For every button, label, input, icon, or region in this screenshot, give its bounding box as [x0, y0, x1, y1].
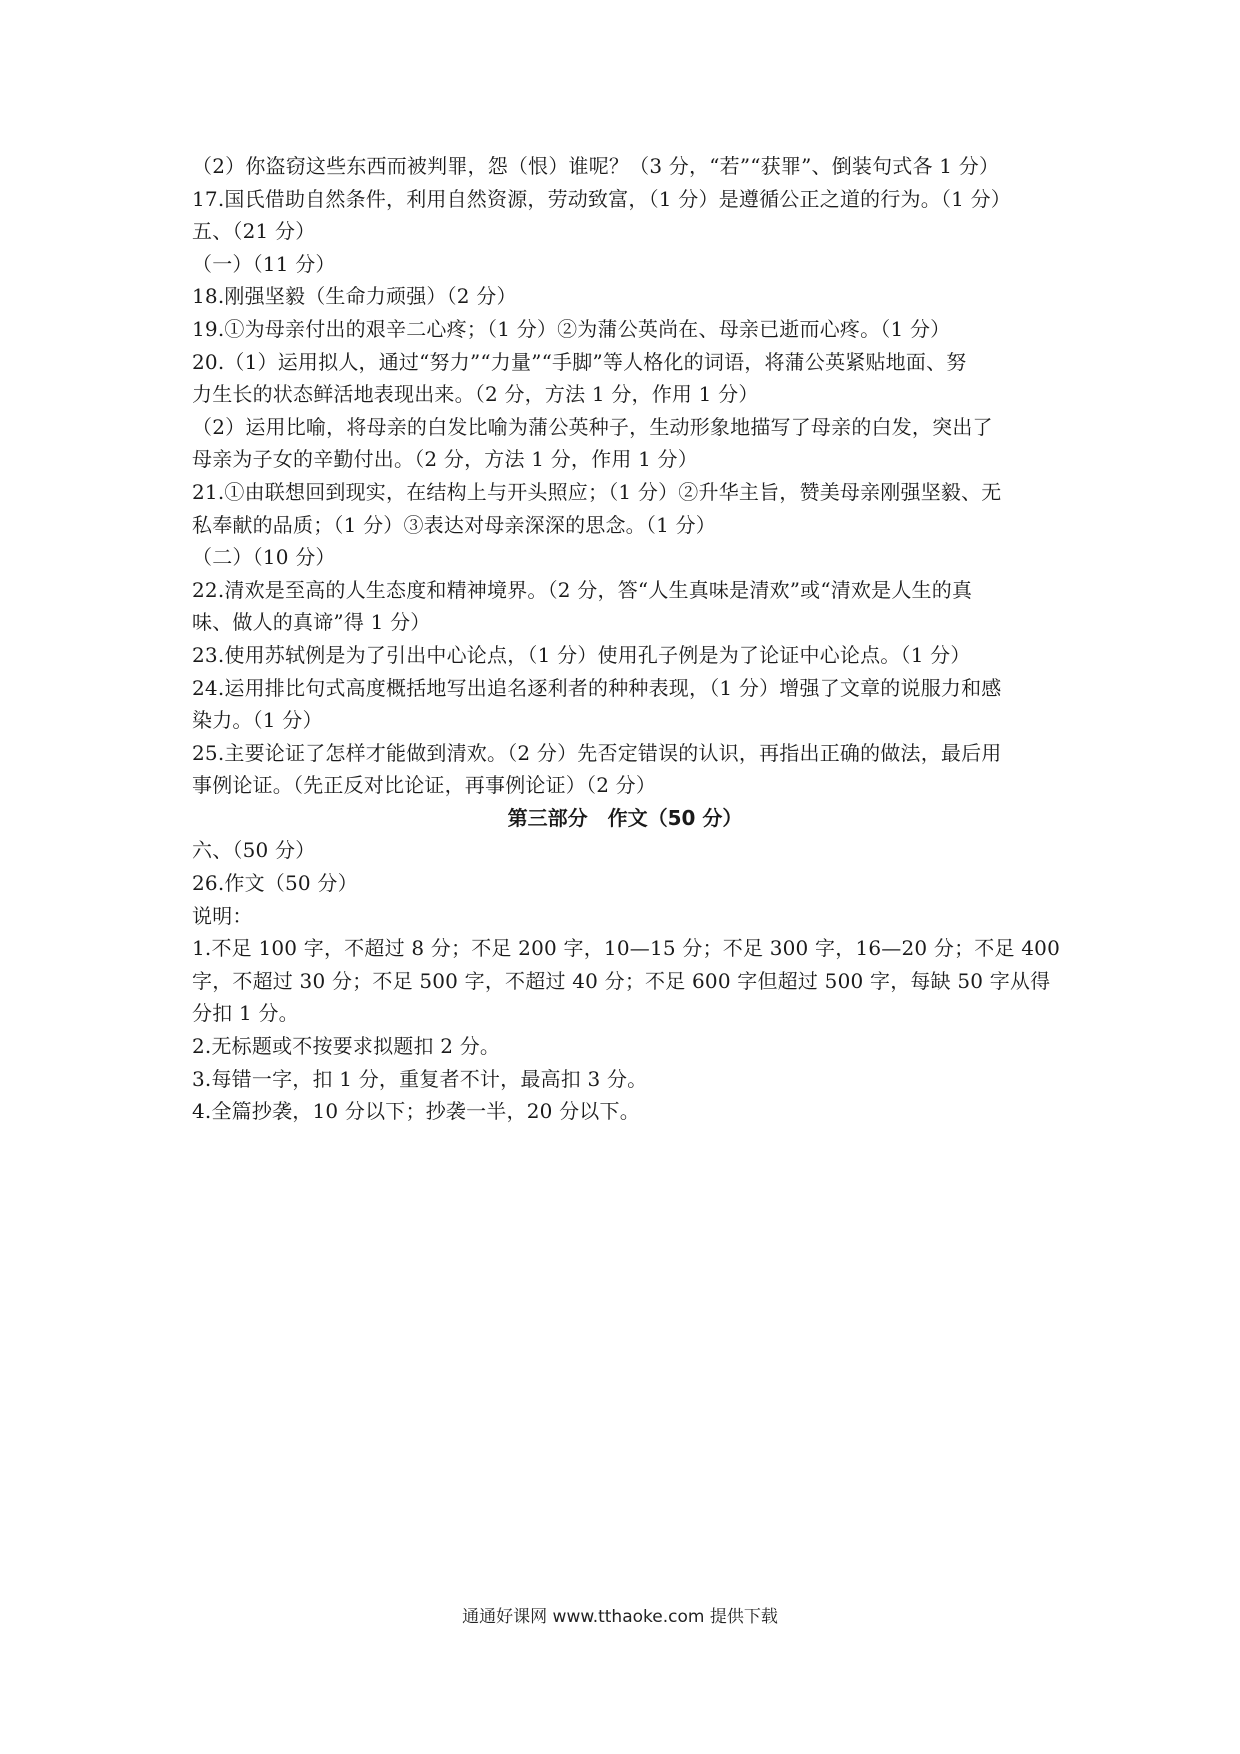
answer-line: 25.主要论证了怎样才能做到清欢。（2 分）先否定错误的认识，再指出正确的做法，最后用 [192, 740, 1002, 765]
rule-line: 4.全篇抄袭，10 分以下；抄袭一半，20 分以下。 [192, 1099, 640, 1124]
subsection-heading: （二）（10 分） [192, 545, 336, 570]
rule-line: 分扣 1 分。 [192, 1001, 299, 1026]
answer-line: 21.①由联想回到现实，在结构上与开头照应；（1 分）②升华主旨，赞美母亲刚强坚毅、无 [192, 479, 1002, 504]
rule-line: 字，不超过 30 分；不足 500 字，不超过 40 分；不足 600 字但超过 500 字，每缺 50 字从得 [192, 968, 1051, 993]
answer-line: 染力。（1 分） [192, 708, 323, 733]
answer-line: （2）你盗窃这些东西而被判罪，怨（恨）谁呢？（3 分，“若”“获罪”、倒装句式各 1 分） [192, 154, 1000, 178]
rule-line: 3.每错一字，扣 1 分，重复者不计，最高扣 3 分。 [192, 1066, 648, 1091]
answer-line: 18.刚强坚毅（生命力顽强）（2 分） [192, 284, 517, 309]
answer-line: 味、做人的真谛”得 1 分） [192, 610, 431, 635]
section-heading: 六、（50 分） [192, 838, 316, 863]
answer-line: 24.运用排比句式高度概括地写出追名逐利者的种种表现，（1 分）增强了文章的说服力和感 [192, 675, 1002, 700]
answer-line: 19.①为母亲付出的艰辛二心疼；（1 分）②为蒲公英尚在、母亲已逝而心疼。（1 分） [192, 316, 951, 341]
instructions-label: 说明： [192, 903, 253, 928]
answer-line: 23.使用苏轼例是为了引出中心论点，（1 分）使用孔子例是为了论证中心论点。（1 分） [192, 642, 971, 667]
answer-line: 母亲为子女的辛勤付出。（2 分，方法 1 分，作用 1 分） [192, 447, 698, 472]
section-heading: 五、（21 分） [192, 219, 316, 244]
answer-line: 17.国氏借助自然条件，利用自然资源，劳动致富，（1 分）是遵循公正之道的行为。（1 分） [192, 186, 1011, 211]
page-footer: 通通好课网 www.tthaoke.com 提供下载 [462, 1607, 778, 1627]
subsection-heading: （一）（11 分） [192, 251, 336, 276]
answer-line: 22.清欢是至高的人生态度和精神境界。（2 分，答“人生真味是清欢”或“清欢是人生的真 [192, 577, 973, 602]
part-three-title: 第三部分 作文（50 分） [507, 805, 743, 830]
rule-line: 2.无标题或不按要求拟题扣 2 分。 [192, 1034, 501, 1059]
answer-line: 力生长的状态鲜活地表现出来。（2 分，方法 1 分，作用 1 分） [192, 382, 759, 407]
answer-line: 事例论证。（先正反对比论证，再事例论证）（2 分） [192, 773, 657, 798]
answer-line: 26.作文（50 分） [192, 871, 358, 896]
answer-line: 私奉献的品质；（1 分）③表达对母亲深深的思念。（1 分） [192, 512, 716, 537]
answer-line: 20.（1）运用拟人，通过“努力”“力量”“手脚”等人格化的词语，将蒲公英紧贴地面、努 [192, 349, 967, 374]
rule-line: 1.不足 100 字，不超过 8 分；不足 200 字，10—15 分；不足 300 字，16—20 分；不足 400 [192, 936, 1061, 961]
answer-key-page [192, 150, 1061, 1128]
answer-line: （2）运用比喻，将母亲的白发比喻为蒲公英种子，生动形象地描写了母亲的白发，突出了 [192, 414, 993, 439]
